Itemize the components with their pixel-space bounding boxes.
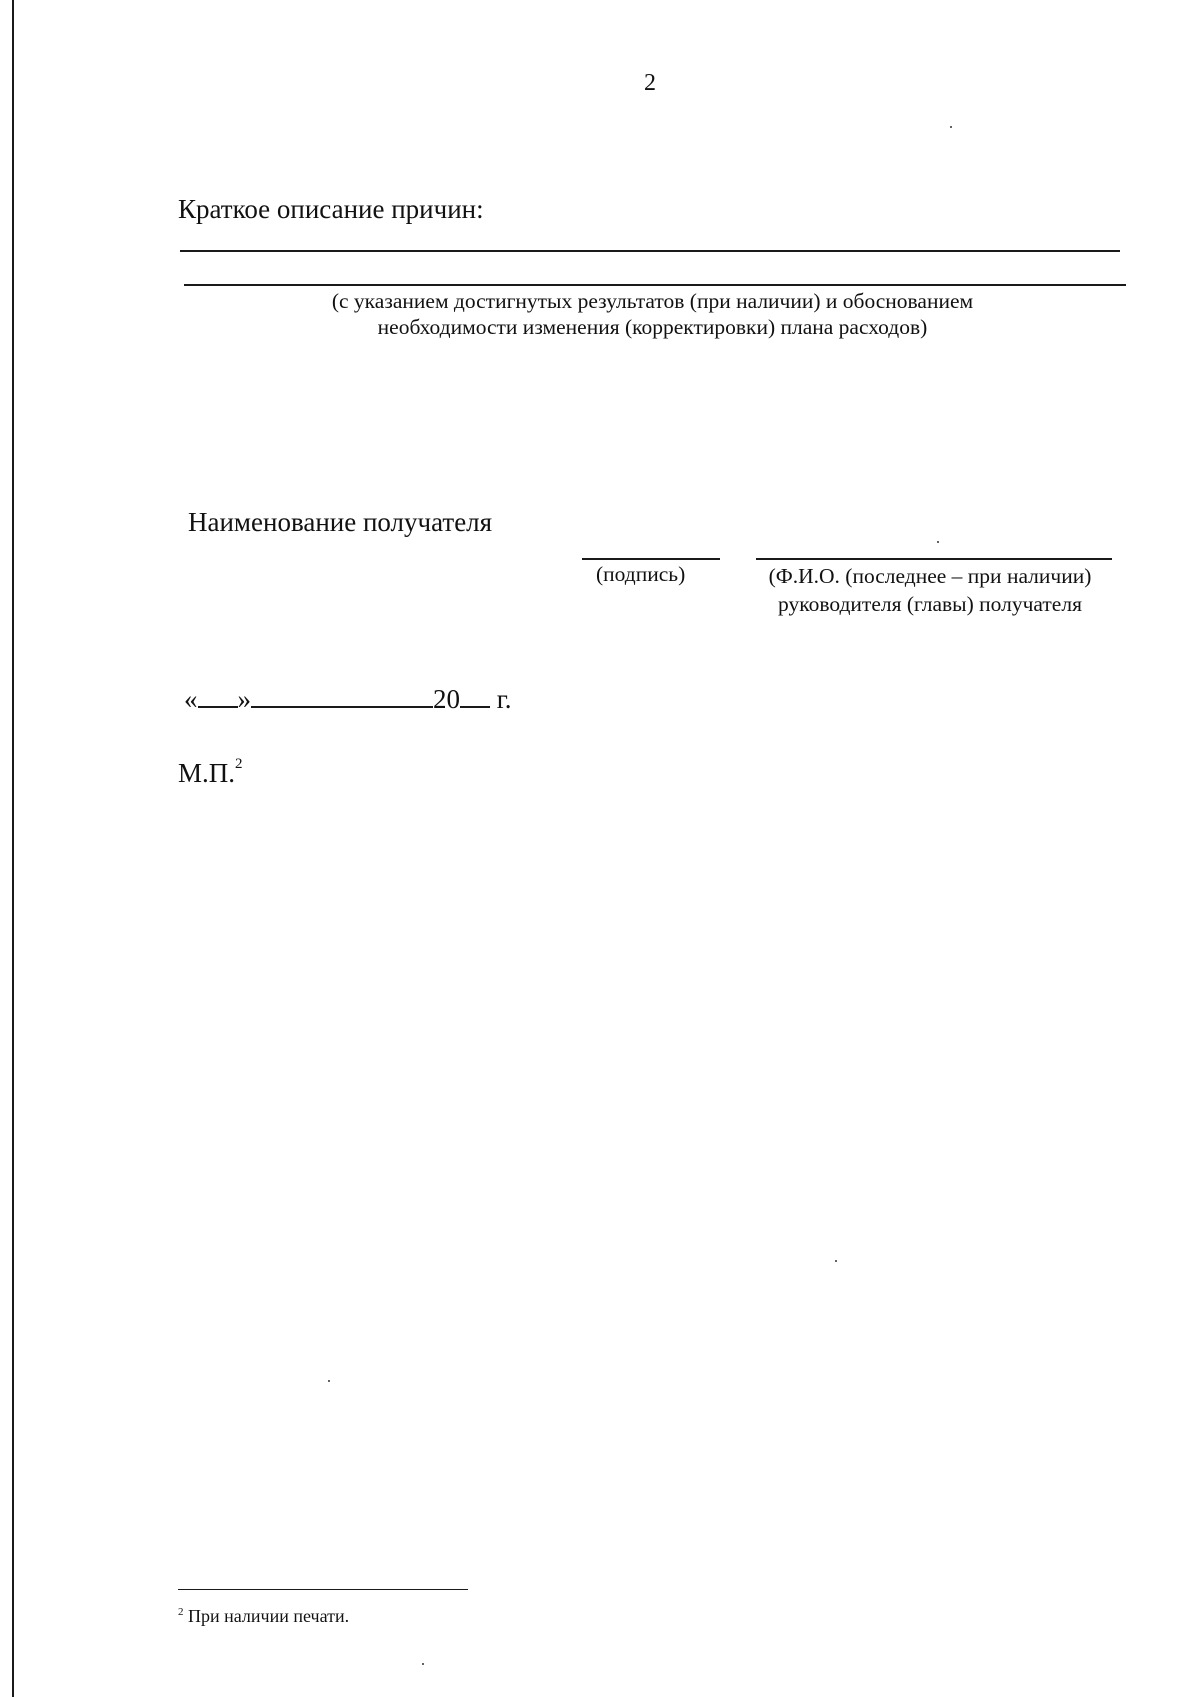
year-blank — [460, 684, 490, 708]
fio-caption — [740, 562, 1120, 618]
footnote-text: При наличии печати. — [188, 1606, 350, 1626]
reasons-label: Краткое описание причин: — [178, 194, 484, 224]
fio-line — [756, 558, 1112, 560]
date-close-quote: » — [237, 684, 251, 714]
scan-speck — [835, 1260, 837, 1262]
stamp-label: М.П. — [178, 758, 236, 788]
footnote-ref: 2 — [178, 1606, 184, 1618]
fio-caption-line-1: (Ф.И.О. (последнее – при наличии) — [768, 564, 1092, 588]
scan-speck — [328, 1380, 330, 1382]
reasons-caption — [180, 288, 1125, 340]
reasons-fill-line-2 — [184, 284, 1126, 286]
signature-caption: (подпись) — [596, 562, 686, 586]
footnote-separator — [178, 1589, 468, 1590]
fio-caption-line-2: руководителя (главы) получателя — [778, 592, 1082, 616]
stamp-placeholder — [178, 758, 243, 789]
reasons-caption-line-2: необходимости изменения (корректировки) плана расходов) — [377, 315, 928, 339]
month-blank — [251, 684, 433, 708]
scan-speck — [950, 126, 952, 128]
year-suffix-spacer — [490, 684, 497, 714]
year-suffix: г. — [496, 684, 512, 714]
stamp-footnote-ref: 2 — [235, 756, 243, 772]
date-line — [184, 684, 512, 715]
year-prefix: 20 — [433, 684, 460, 714]
scan-edge-line — [12, 0, 14, 1697]
reasons-fill-line-1 — [180, 250, 1120, 252]
page-number: 2 — [644, 70, 656, 96]
scan-speck — [422, 1663, 424, 1665]
signature-line — [582, 558, 720, 560]
footnote — [178, 1606, 349, 1627]
recipient-label: Наименование получателя — [188, 507, 493, 537]
day-blank — [198, 684, 238, 708]
date-open-quote: « — [184, 684, 198, 714]
scan-speck — [937, 541, 939, 543]
reasons-caption-line-1: (с указанием достигнутых результатов (при наличии) и обоснованием — [331, 289, 974, 313]
